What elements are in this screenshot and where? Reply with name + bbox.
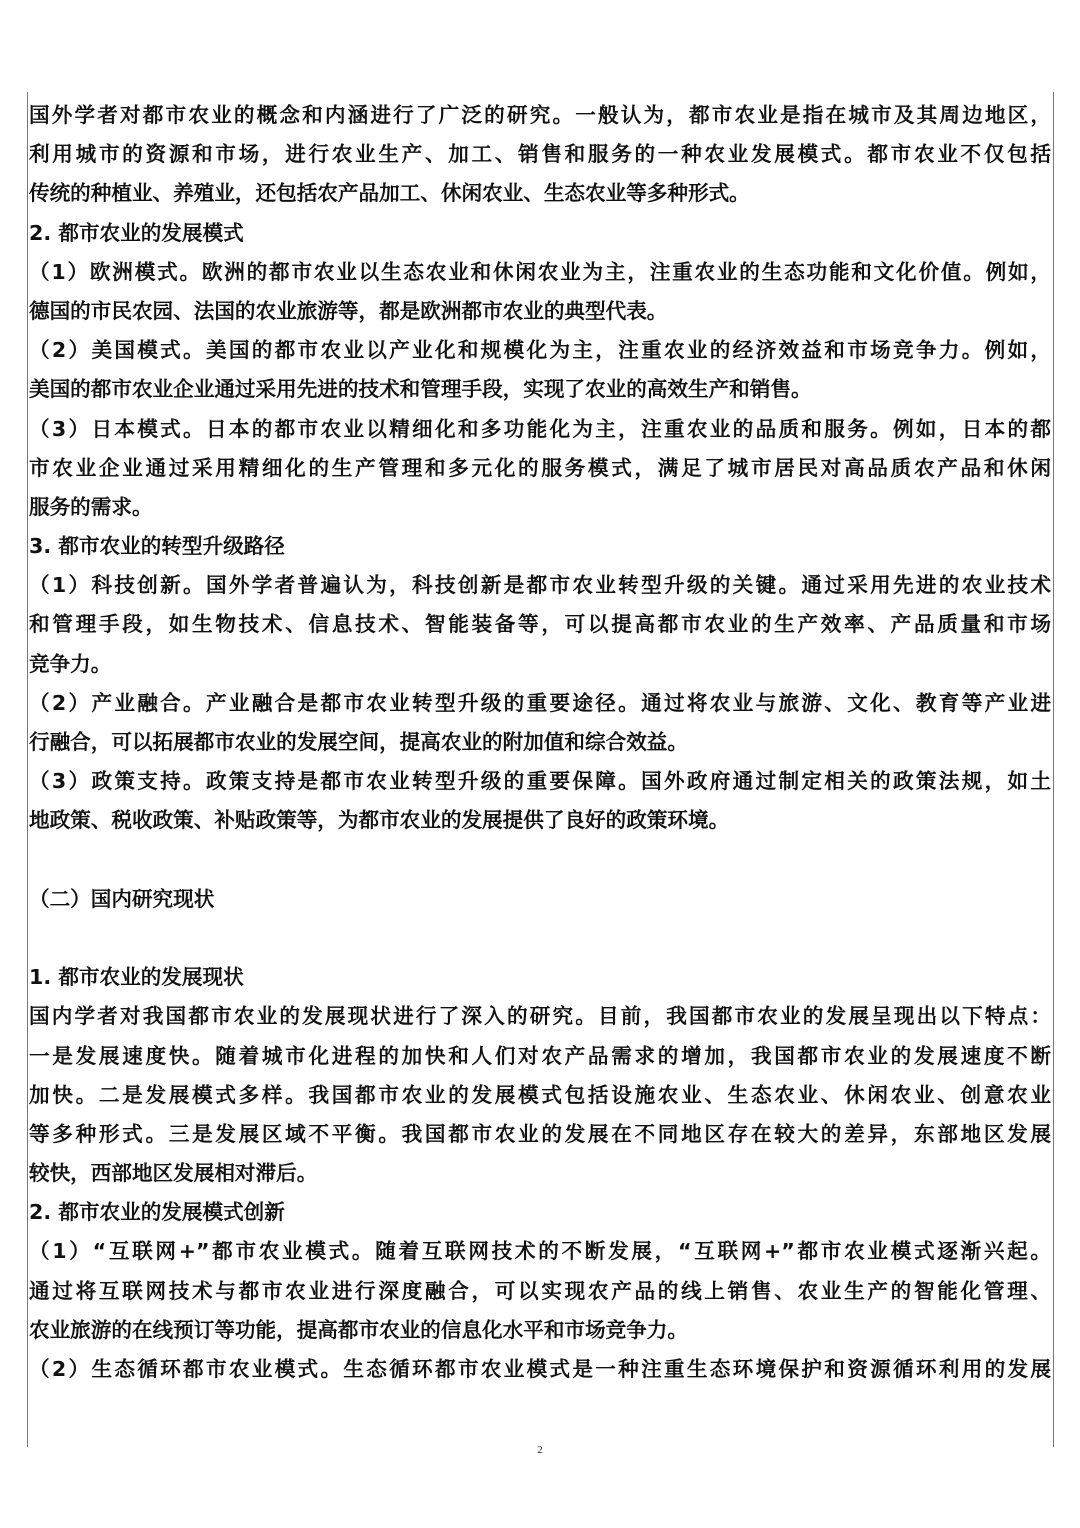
paragraph-line: 传统的种植业、养殖业，还包括农产品加工、休闲农业、生态农业等多种形式。	[29, 181, 750, 206]
section-heading: 2. 都市农业的发展模式创新	[29, 1200, 285, 1225]
paragraph-line: 等多种形式。三是发展区域不平衡。我国都市农业的发展在不同地区存在较大的差异，东部地区发展	[29, 1121, 1051, 1146]
paragraph-line: 加快。二是发展模式多样。我国都市农业的发展模式包括设施农业、生态农业、休闲农业、创意农业	[29, 1082, 1051, 1107]
paragraph-line: 市农业企业通过采用精细化的生产管理和多元化的服务模式，满足了城市居民对高品质农产品和休闲	[29, 455, 1051, 480]
paragraph-line: 较快，西部地区发展相对滞后。	[29, 1161, 318, 1186]
paragraph-line: 国外学者对都市农业的概念和内涵进行了广泛的研究。一般认为，都市农业是指在城市及其周边地区，	[29, 103, 1051, 127]
paragraph-line: 一是发展速度快。随着城市化进程的加快和人们对农产品需求的增加，我国都市农业的发展速度不断	[29, 1043, 1051, 1068]
section-heading: 1. 都市农业的发展现状	[29, 965, 244, 990]
paragraph-line: 德国的市民农园、法国的农业旅游等，都是欧洲都市农业的典型代表。	[29, 298, 668, 323]
paragraph-line: 利用城市的资源和市场，进行农业生产、加工、销售和服务的一种农业发展模式。都市农业不仅包括	[29, 142, 1051, 167]
paragraph-line: 美国的都市农业企业通过采用先进的技术和管理手段，实现了农业的高效生产和销售。	[29, 377, 812, 402]
paragraph-line: （2）生态循环都市农业模式。生态循环都市农业模式是一种注重生态环境保护和资源循环利用的发展	[29, 1357, 1051, 1381]
paragraph-line: 农业旅游的在线预订等功能，提高都市农业的信息化水平和市场竞争力。	[29, 1317, 688, 1342]
paragraph-line: （2）产业融合。产业融合是都市农业转型升级的重要途径。通过将农业与旅游、文化、教育等产业进	[29, 690, 1051, 715]
paragraph-line: 服务的需求。	[29, 494, 153, 519]
paragraph-line: （1）“互联网+”都市农业模式。随着互联网技术的不断发展，“互联网+”都市农业模式逐渐兴起。	[29, 1239, 1051, 1264]
paragraph-line: （1）欧洲模式。欧洲的都市农业以生态农业和休闲农业为主，注重农业的生态功能和文化价值。例如，	[29, 259, 1051, 284]
document-body	[29, 96, 1051, 1389]
paragraph-line: （2）美国模式。美国的都市农业以产业化和规模化为主，注重农业的经济效益和市场竞争力。例如，	[29, 338, 1051, 363]
page-number: 2	[537, 1444, 543, 1456]
blank-line	[29, 841, 1051, 880]
paragraph-line: 和管理手段，如生物技术、信息技术、智能装备等，可以提高都市农业的生产效率、产品质量和市场	[29, 612, 1051, 637]
section-heading: 3. 都市农业的转型升级路径	[29, 534, 285, 559]
blank-line	[29, 919, 1051, 958]
paragraph-line: （1）科技创新。国外学者普遍认为，科技创新是都市农业转型升级的关键。通过采用先进的农业技术	[29, 573, 1051, 598]
paragraph-line: 地政策、税收政策、补贴政策等，为都市农业的发展提供了良好的政策环境。	[29, 808, 730, 833]
paragraph-line: 行融合，可以拓展都市农业的发展空间，提高农业的附加值和综合效益。	[29, 730, 688, 754]
paragraph-line: 国内学者对我国都市农业的发展现状进行了深入的研究。目前，我国都市农业的发展呈现出以下特点：	[29, 1004, 1051, 1029]
paragraph-line: （3）政策支持。政策支持是都市农业转型升级的重要保障。国外政府通过制定相关的政策法规，如土	[29, 769, 1051, 794]
paragraph-line: 通过将互联网技术与都市农业进行深度融合，可以实现农产品的线上销售、农业生产的智能化管理、	[29, 1278, 1051, 1303]
paragraph-line: 竞争力。	[29, 651, 112, 676]
paragraph-line: （3）日本模式。日本的都市农业以精细化和多功能化为主，注重农业的品质和服务。例如，日本的都	[29, 416, 1051, 441]
chapter-heading: （二）国内研究现状	[29, 886, 215, 911]
section-heading: 2. 都市农业的发展模式	[29, 220, 244, 245]
